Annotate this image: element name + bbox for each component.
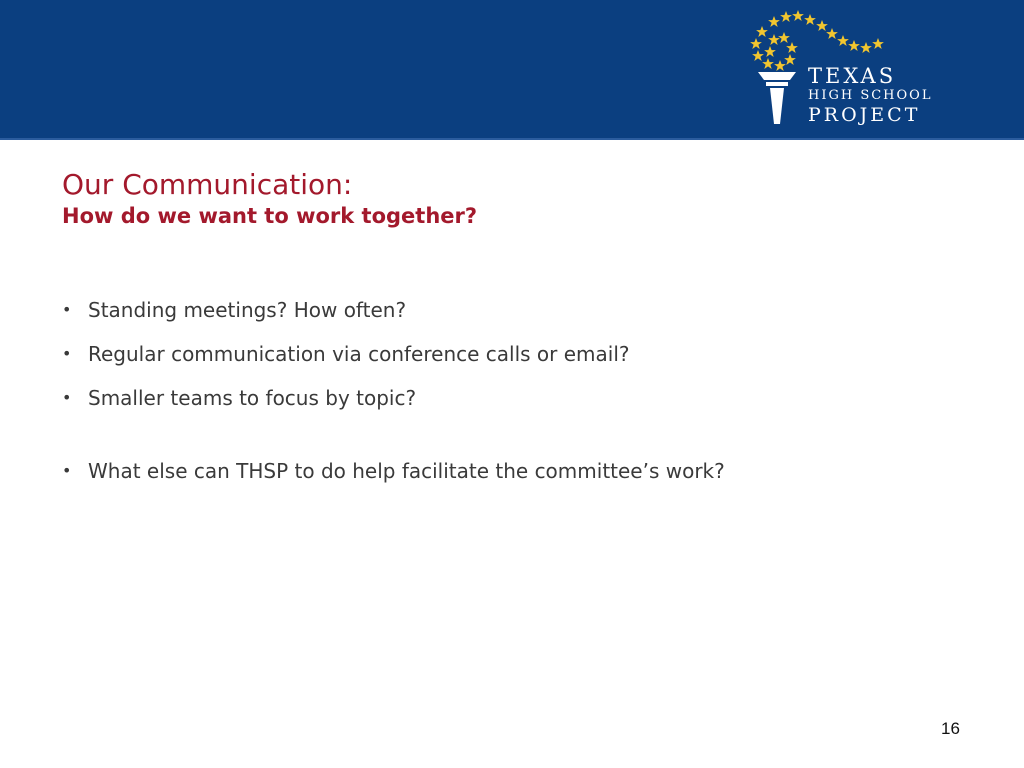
bullet-item	[62, 457, 962, 485]
bullet-item	[62, 296, 962, 324]
bullet-text: Standing meetings? How often?	[88, 298, 407, 322]
bullet-text: Regular communication via conference calls or email?	[88, 342, 630, 366]
bullet-icon: •	[62, 300, 72, 319]
bullet-item	[62, 340, 962, 368]
bullet-icon: •	[62, 388, 72, 407]
header-divider	[0, 138, 1024, 140]
bullet-text: Smaller teams to focus by topic?	[88, 386, 417, 410]
bullet-icon: •	[62, 461, 72, 480]
bullet-text: What else can THSP to do help facilitate the committee’s work?	[88, 459, 725, 483]
logo-text-project: PROJECT	[808, 104, 921, 126]
bullet-list	[62, 296, 962, 501]
slide-subtitle: How do we want to work together?	[62, 204, 478, 228]
bullet-icon: •	[62, 344, 72, 363]
slide-title: Our Communication:	[62, 168, 353, 201]
logo-text-high-school: HIGH SCHOOL	[808, 88, 933, 103]
texas-high-school-project-logo	[740, 8, 950, 132]
logo-text-texas: TEXAS	[808, 64, 897, 88]
slide-title-block	[62, 168, 477, 230]
page-number: 16	[941, 719, 960, 738]
bullet-item	[62, 384, 962, 412]
